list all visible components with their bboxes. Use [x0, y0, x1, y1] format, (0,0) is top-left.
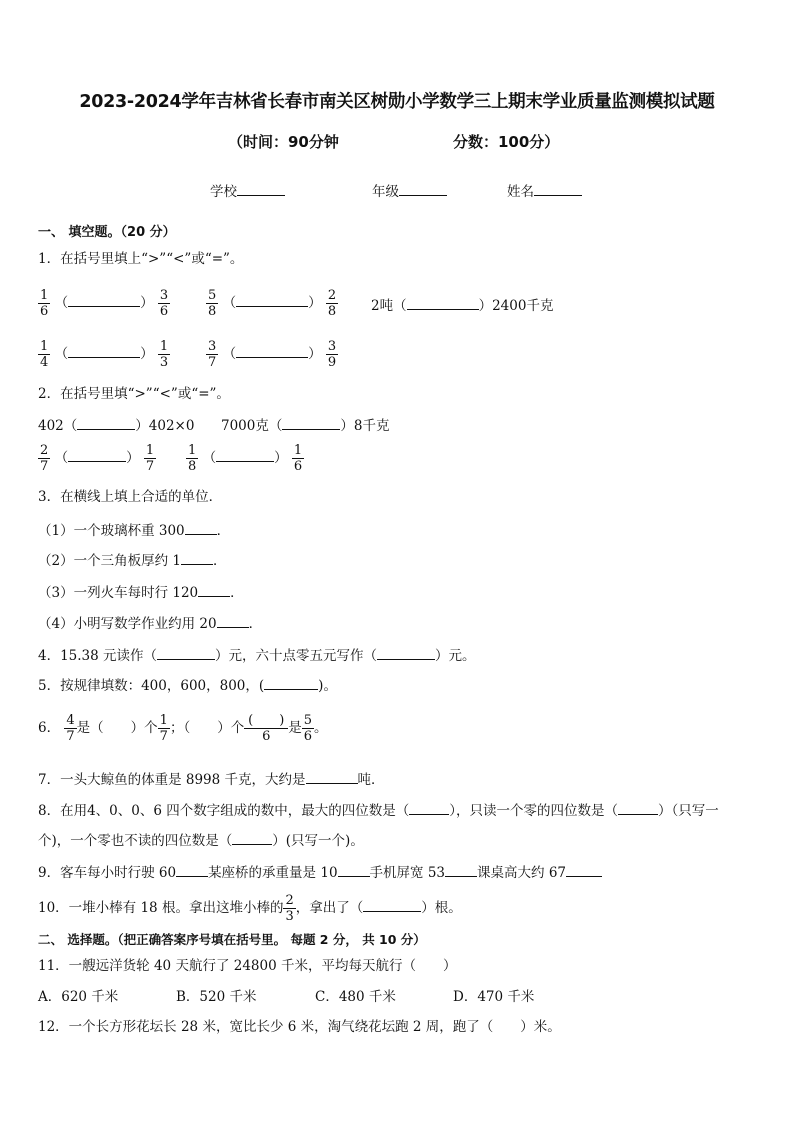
fraction: $\frac{4}{7}$: [66, 713, 75, 744]
school-blank[interactable]: [237, 183, 285, 196]
fraction: $\frac{3}{9}$: [327, 339, 337, 370]
answer-blank[interactable]: [198, 584, 230, 597]
q11-option-d[interactable]: D．470 千米: [453, 989, 535, 1005]
page-title: 2023-2024学年吉林省长春市南关区树勋小学数学三上期末学业质量监测模拟试题: [79, 92, 715, 112]
q11-stem: 11．一艘远洋货轮 40 天航行了 24800 千米，平均每天航行（ ）: [38, 958, 457, 974]
answer-blank[interactable]: [363, 899, 421, 912]
section2-heading: 二、 选择题。（把正确答案序号填在括号里。 每题 2 分， 共 10 分）: [38, 932, 426, 947]
q3-item2: （2）一个三角板厚约 1 ．: [38, 553, 227, 569]
answer-blank[interactable]: [68, 449, 126, 462]
answer-blank[interactable]: [566, 864, 602, 877]
answer-blank[interactable]: [157, 647, 215, 660]
exam-time: （时间：90分钟: [228, 133, 339, 151]
q2-item-d: $\frac{1}{8}$ （ ） $\frac{1}{6}$: [188, 443, 303, 474]
fraction: $\frac{5}{6}$: [303, 713, 312, 744]
q4: 4．15.38 元读作（ ）元，六十点零五元写作（ ）元。: [38, 648, 476, 664]
answer-blank[interactable]: [217, 615, 249, 628]
school-label: 学校: [210, 184, 237, 200]
fraction: $\frac{3}{7}$: [208, 339, 217, 370]
grade-label: 年级: [372, 184, 399, 200]
name-field: [507, 183, 582, 200]
q7: 7．一头大鲸鱼的体重是 8998 千克，大约是 吨．: [38, 772, 385, 788]
q1-row1-item3: 2吨（ ）2400千克: [371, 298, 554, 314]
fraction: $\frac{1}{7}$: [145, 443, 155, 474]
fraction: $\frac{1}{4}$: [40, 339, 49, 370]
fraction: $\frac{5}{8}$: [208, 288, 217, 319]
q12-stem: 12．一个长方形花坛长 28 米，宽比长少 6 米，淘气绕花坛跑 2 周，跑了（ ）米。: [38, 1019, 561, 1035]
q1-stem: 1．在括号里填上“>”“<”或“=”。: [38, 251, 244, 267]
section1-heading: 一、 填空题。（20 分）: [38, 225, 176, 240]
name-label: 姓名: [507, 184, 534, 200]
answer-blank[interactable]: ( ): [244, 713, 288, 729]
q3-item4: （4）小明写数学作业约用 20 ．: [38, 616, 263, 632]
fraction: $\frac{1}{7}$: [159, 713, 168, 744]
q9: 9．客车每小时行驶 60 某座桥的承重量是 10 手机屏宽 53 课桌高大约 67: [38, 864, 602, 881]
q10: 10．一堆小棒有 18 根。拿出这堆小棒的 $\frac{2}{3}$ ，拿出了（ ）根。: [38, 893, 462, 924]
q11-option-c[interactable]: C．480 千米: [315, 989, 396, 1005]
q1-row2-item2: $\frac{3}{7}$ （ ） $\frac{3}{9}$: [208, 339, 337, 370]
answer-blank[interactable]: [264, 677, 318, 690]
q6: 6． $\frac{4}{7}$ 是（ ）个 $\frac{1}{7}$ ；（ ）个 $\frac{( )}{6}$ 是 $\frac{5}{6}$ 。: [38, 713, 328, 744]
answer-blank[interactable]: [445, 864, 477, 877]
fraction: $\frac{2}{7}$: [40, 443, 49, 474]
fraction: $\frac{1}{8}$: [188, 443, 197, 474]
q1-row2-item1: $\frac{1}{4}$ （ ） $\frac{1}{3}$: [40, 339, 169, 370]
name-blank[interactable]: [534, 183, 582, 196]
q11-option-a[interactable]: A．620 千米: [38, 989, 119, 1005]
q5: 5．按规律填数：400，600，800，( )。: [38, 678, 337, 694]
answer-blank[interactable]: [409, 802, 449, 815]
exam-score: 分数：100分）: [453, 133, 560, 151]
school-field: [210, 183, 285, 200]
answer-blank[interactable]: [216, 449, 274, 462]
answer-blank[interactable]: [306, 771, 358, 784]
answer-blank[interactable]: [236, 345, 308, 358]
q1-row1-item1: $\frac{1}{6}$ （ ） $\frac{3}{6}$: [40, 288, 169, 319]
q8-line1: 8．在用4、0、0、6 四个数字组成的数中，最大的四位数是（ ），只读一个零的四位数是（ ）（只写一: [38, 803, 719, 819]
answer-blank[interactable]: [68, 345, 140, 358]
answer-blank[interactable]: [407, 297, 479, 310]
q2-item-a: 402（ ）402×0: [38, 418, 195, 434]
answer-blank[interactable]: [338, 864, 370, 877]
fraction: $\frac{3}{6}$: [159, 288, 169, 319]
fraction: $\frac{( )}{6}$: [244, 713, 288, 744]
q1-row1-item2: $\frac{5}{8}$ （ ） $\frac{2}{8}$: [208, 288, 337, 319]
q11-option-b[interactable]: B．520 千米: [176, 989, 257, 1005]
answer-blank[interactable]: [77, 417, 135, 430]
fraction: $\frac{1}{6}$: [40, 288, 49, 319]
fraction: $\frac{1}{3}$: [159, 339, 169, 370]
answer-blank[interactable]: [618, 802, 658, 815]
q2-item-b: 7000克（ ）8千克: [221, 418, 390, 434]
fraction: $\frac{1}{6}$: [293, 443, 303, 474]
answer-blank[interactable]: [181, 552, 213, 565]
answer-blank[interactable]: [68, 294, 140, 307]
q8-line2: 个)，一个零也不读的四位数是（ ）(只写一个)。: [38, 833, 364, 849]
q3-stem: 3．在横线上填上合适的单位．: [38, 489, 223, 505]
q3-item3: （3）一列火车每时行 120 ．: [38, 585, 244, 601]
fraction: $\frac{2}{8}$: [327, 288, 337, 319]
grade-field: [372, 183, 447, 200]
answer-blank[interactable]: [176, 864, 208, 877]
fraction: $\frac{2}{3}$: [285, 893, 294, 924]
answer-blank[interactable]: [236, 294, 308, 307]
q2-item-c: $\frac{2}{7}$ （ ） $\frac{1}{7}$: [40, 443, 155, 474]
answer-blank[interactable]: [185, 522, 217, 535]
q2-stem: 2．在括号里填“>”“<”或“=”。: [38, 386, 230, 402]
answer-blank[interactable]: [232, 832, 272, 845]
answer-blank[interactable]: [282, 417, 340, 430]
answer-blank[interactable]: [377, 647, 435, 660]
grade-blank[interactable]: [399, 183, 447, 196]
q3-item1: （1）一个玻璃杯重 300 ．: [38, 523, 231, 539]
